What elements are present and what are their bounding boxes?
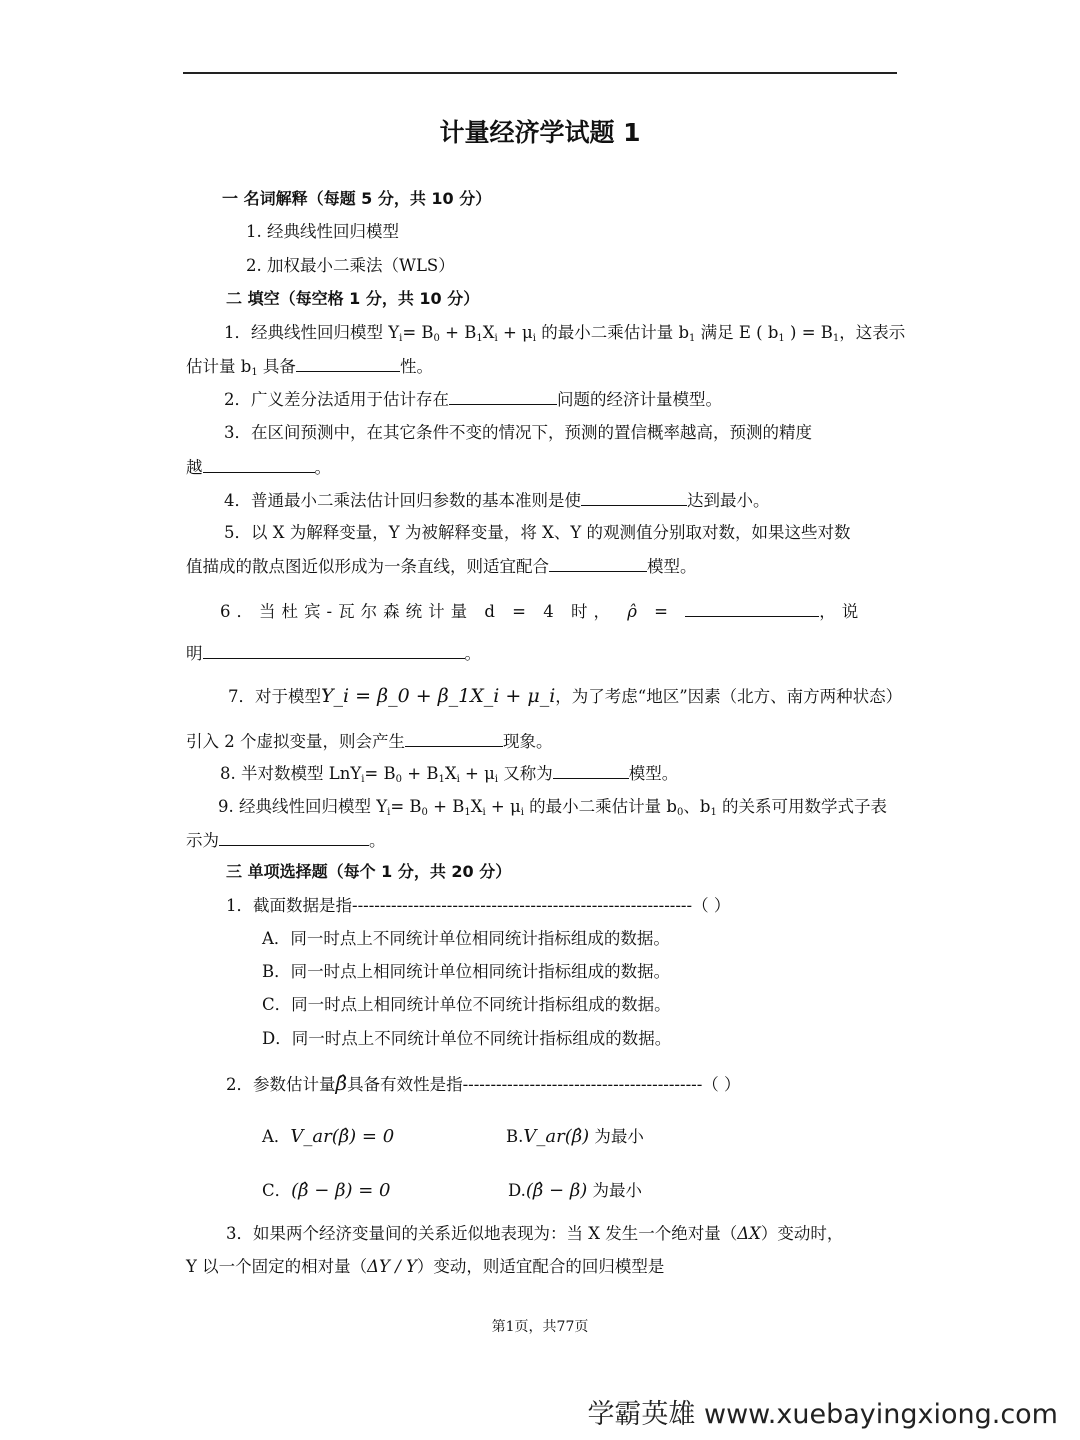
- mc-q1-option-b[interactable]: B．同一时点上相同统计单位相同统计指标组成的数据。: [262, 962, 671, 981]
- blank-q3[interactable]: [203, 456, 315, 473]
- rho-hat: ρ̂ =: [627, 602, 674, 621]
- fill-q1-line1: 1．经典线性回归模型 $Y_i= B_0 + B_1X_i + \mu_i$ 的最小二乘估计量 $b_1$ 满足 E ( $b_1$ ) = $B_1$，这表示: [224, 323, 906, 344]
- section-3-heading: 三 单项选择题（每个 1 分，共 20 分）: [226, 862, 512, 881]
- mc-q1: 1．截面数据是指-------------------------------------------------------------（ ）: [226, 896, 731, 915]
- page-title: 计量经济学试题 1: [439, 118, 641, 147]
- sec1-item-1: 1. 经典线性回归模型: [246, 222, 399, 241]
- blank-q5[interactable]: [549, 555, 647, 572]
- fill-q7-line1: 7．对于模型Y_i = β_0 + β_1X_i + μ_i，为了考虑“地区”因素（北方、南方两种状态）: [228, 685, 903, 707]
- mc-q2-option-a[interactable]: A．V_ar(β̂) = 0: [262, 1126, 395, 1147]
- fill-q7-line2: 引入 2 个虚拟变量，则会产生 现象。: [186, 732, 553, 751]
- mc-q2-option-d[interactable]: D.(β̂ − β) 为最小: [508, 1180, 643, 1201]
- blank-q8[interactable]: [553, 762, 629, 779]
- blank-q4[interactable]: [581, 489, 687, 506]
- fill-q4: 4．普通最小二乘法估计回归参数的基本准则是使 达到最小。: [224, 491, 770, 510]
- fill-q6-line1: 6．当杜宾-瓦尔森统计量 d = 4 时， ρ̂ = ，说: [220, 602, 865, 621]
- mc-q1-option-d[interactable]: D．同一时点上不同统计单位不同统计指标组成的数据。: [262, 1029, 672, 1048]
- q7-formula: Y_i = β_0 + β_1X_i + μ_i: [321, 685, 556, 707]
- blank-q2[interactable]: [449, 388, 557, 405]
- fill-q8: 8. 半对数模型 $LnY_i= B_0 + B_1X_i + \mu_i$ 又称为 模型。: [220, 764, 679, 785]
- mc-q2-option-b[interactable]: B.V_ar(β̂) 为最小: [506, 1126, 644, 1147]
- blank-q1[interactable]: [296, 355, 400, 372]
- blank-q6b[interactable]: [203, 642, 465, 659]
- mc-q3-line2: Y 以一个固定的相对量（ΔY / Y）变动，则适宜配合的回归模型是: [186, 1257, 665, 1276]
- fill-q3-line2: 越 。: [186, 458, 331, 477]
- fill-q1-line2: 估计量 $b_1$ 具备 性。: [186, 357, 433, 378]
- section-1-heading: 一 名词解释（每题 5 分，共 10 分）: [222, 189, 492, 208]
- fill-q5-line1: 5．以 X 为解释变量，Y 为被解释变量，将 X、Y 的观测值分别取对数，如果这些对数: [224, 523, 851, 542]
- fill-q9-line2: 示为 。: [186, 831, 386, 850]
- blank-q9[interactable]: [219, 829, 369, 846]
- watermark: 学霸英雄 www.xuebayingxiong.com: [587, 1399, 1058, 1430]
- mc-q2: 2．参数估计量β̂具备有效性是指-------------------------------------------（ ）: [226, 1071, 741, 1095]
- fill-q6-line2: 明 。: [186, 644, 481, 663]
- blank-q6a[interactable]: [685, 600, 819, 617]
- mc-q2-option-c[interactable]: C．(β̂ − β) = 0: [262, 1180, 391, 1201]
- beta-hat: β̂: [335, 1071, 348, 1095]
- sec1-item-2: 2. 加权最小二乘法（WLS）: [246, 256, 455, 275]
- fill-q9-line1: 9. 经典线性回归模型 $Y_i= B_0 + B_1X_i + \mu_i$ 的最小二乘估计量 $b_0$、$b_1$ 的关系可用数学式子表: [218, 797, 888, 818]
- blank-q7[interactable]: [405, 730, 503, 747]
- fill-q3-line1: 3．在区间预测中，在其它条件不变的情况下，预测的置信概率越高，预测的精度: [224, 423, 812, 442]
- fill-q5-line2: 值描成的散点图近似形成为一条直线，则适宜配合 模型。: [186, 557, 697, 576]
- fill-q2: 2．广义差分法适用于估计存在 问题的经济计量模型。: [224, 390, 722, 409]
- mc-q3-line1: 3．如果两个经济变量间的关系近似地表现为：当 X 发生一个绝对量（ΔX）变动时，: [226, 1224, 844, 1243]
- page-footer: 第1页，共77页: [491, 1319, 589, 1335]
- section-2-heading: 二 填空（每空格 1 分，共 10 分）: [226, 289, 480, 308]
- top-rule: [183, 72, 897, 74]
- mc-q1-option-a[interactable]: A．同一时点上不同统计单位相同统计指标组成的数据。: [262, 929, 670, 948]
- mc-q1-option-c[interactable]: C．同一时点上相同统计单位不同统计指标组成的数据。: [262, 995, 671, 1014]
